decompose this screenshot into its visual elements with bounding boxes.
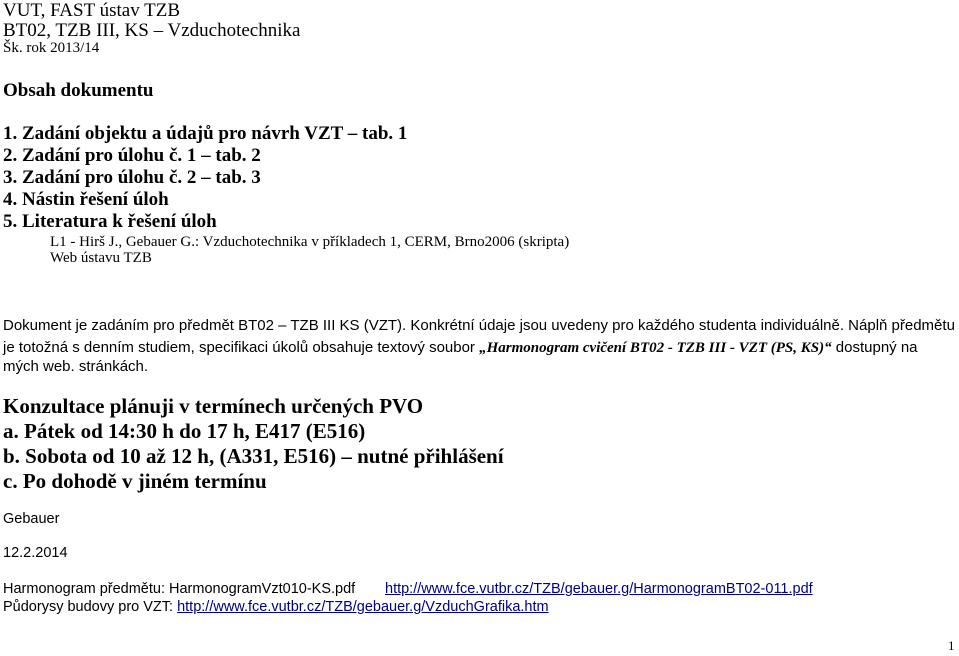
header-line-2: BT02, TZB III, KS – Vzduchotechnika xyxy=(3,20,301,41)
description-line-1: Dokument je zadáním pro předmět BT02 – TZB III KS (VZT). Konkrétní údaje jsou uvedeny pro každého studenta individuálně. Náplň předmětu xyxy=(3,317,955,334)
quote-open: „ xyxy=(479,340,487,356)
toc-title: Obsah dokumentu xyxy=(3,80,154,101)
literature-item: L1 - Hirš J., Gebauer G.: Vzduchotechnika v příkladech 1, CERM, Brno2006 (skripta) xyxy=(50,234,570,250)
toc-item: 5. Literatura k řešení úloh xyxy=(3,211,217,232)
description-line-2-pre: je totožná s denním studiem, specifikaci úkolů obsahuje textový soubor xyxy=(3,339,480,356)
consultation-item: a. Pátek od 14:30 h do 17 h, E417 (E516) xyxy=(3,419,366,443)
date: 12.2.2014 xyxy=(3,545,68,561)
header-line-1: VUT, FAST ústav TZB xyxy=(3,0,180,21)
quote-close: “ xyxy=(824,340,832,356)
toc-item: 3. Zadání pro úlohu č. 2 – tab. 3 xyxy=(3,167,261,188)
pudorysy-link[interactable]: http://www.fce.vutbr.cz/TZB/gebauer.g/VzduchGrafika.htm xyxy=(177,599,549,615)
literature-item: Web ústavu TZB xyxy=(50,250,152,266)
consultation-item: c. Po dohodě v jiném termínu xyxy=(3,469,267,493)
description-line-2-post: dostupný na xyxy=(831,339,918,356)
consultations-title: Konzultace plánuji v termínech určených PVO xyxy=(3,394,424,418)
harmonogram-link[interactable]: http://www.fce.vutbr.cz/TZB/gebauer.g/HarmonogramBT02-011.pdf xyxy=(385,581,813,597)
toc-item: 1. Zadání objektu a údajů pro návrh VZT – tab. 1 xyxy=(3,123,408,144)
author: Gebauer xyxy=(3,511,60,527)
page-number: 1 xyxy=(948,638,955,653)
harmonogram-title: Harmonogram cvičení BT02 - TZB III - VZT (PS, KS) xyxy=(486,340,825,356)
description-line-3: mých web. stránkách. xyxy=(3,358,149,375)
toc-item: 2. Zadání pro úlohu č. 1 – tab. 2 xyxy=(3,145,261,166)
pudorysy-line xyxy=(3,599,549,615)
toc-item: 4. Nástin řešení úloh xyxy=(3,189,169,210)
harmonogram-label: Harmonogram předmětu: HarmonogramVzt010-KS.pdf xyxy=(3,581,356,597)
consultation-item: b. Sobota od 10 až 12 h, (A331, E516) – nutné přihlášení xyxy=(3,444,504,468)
pudorysy-label: Půdorysy budovy pro VZT: xyxy=(3,599,178,615)
header-line-3: Šk. rok 2013/14 xyxy=(3,40,100,56)
